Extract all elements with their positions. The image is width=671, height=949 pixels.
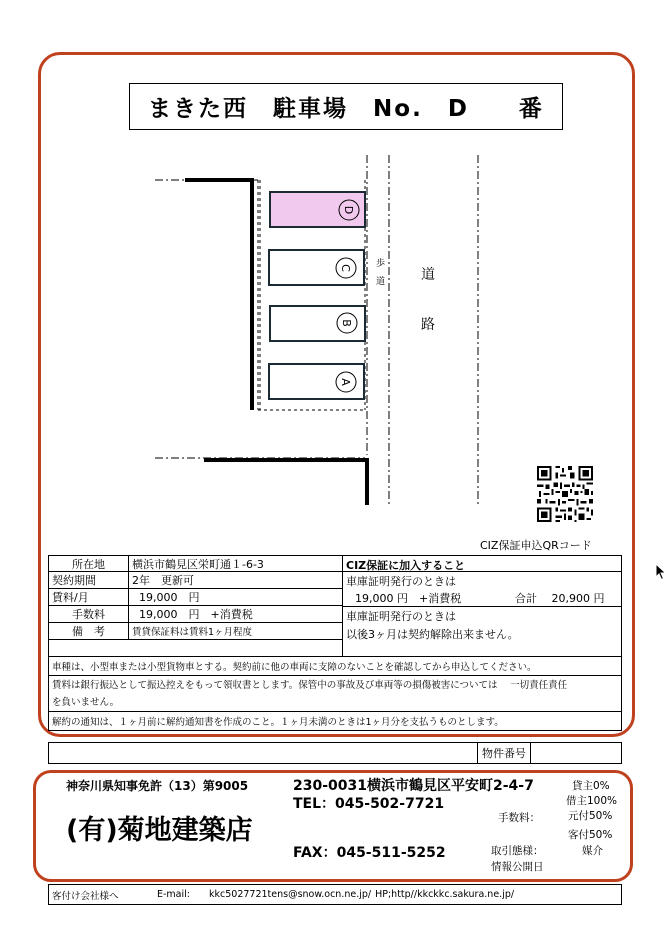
- road-label-1: 道: [421, 267, 435, 283]
- ciz-title: CIZ保証に加入すること: [343, 556, 621, 572]
- fee-a: 貸主0%: [572, 780, 610, 792]
- address-text: 230-0031横浜市鶴見区平安町2-4-7: [293, 778, 534, 794]
- notice-1: 車種は、小型車または小型貨物車とする。契約前に他の車両に支障のないことを確認してから申込してください。: [48, 656, 622, 676]
- blank-row: [48, 639, 343, 657]
- space-a-label: A: [339, 378, 352, 386]
- ciz-line2-b: 合計 20,900 円: [515, 592, 605, 605]
- ciz-line3: 車庫証明発行のときは: [346, 610, 456, 623]
- notice-3: 解約の通知は、１ヶ月前に解約通知書を作成のこと。１ヶ月未満のときは1ヶ月分を支払うものとします。: [48, 711, 622, 731]
- rent-label: 賃料/月: [48, 588, 129, 606]
- location-value: 横浜市鶴見区栄町通１-6-3: [128, 555, 343, 572]
- notice-2: [48, 675, 622, 712]
- ciz-block: [342, 555, 622, 657]
- note-value: 賃貸保証料は賃料1ヶ月程度: [128, 622, 343, 640]
- road-label-2: 路: [421, 317, 435, 333]
- sidewalk-label: 歩 道: [374, 258, 384, 285]
- published-label: 情報公開日: [491, 861, 544, 873]
- deal-value: 媒介: [582, 845, 603, 857]
- tel-text: TEL：045-502-7721: [293, 796, 445, 812]
- ciz-line1: 車庫証明発行のときは: [346, 575, 456, 588]
- deal-label: 取引態様：: [491, 845, 544, 857]
- page-title-text: まきた西 駐車場 No. D 番: [148, 96, 544, 122]
- ciz-line2-a: 19,000 円 +消費税: [355, 592, 462, 605]
- ciz-line4: 以後3ヶ月は契約解除出来ません。: [346, 628, 519, 641]
- footer-email-link[interactable]: kkc5027721tens@snow.ocn.ne.jp/: [209, 889, 372, 900]
- footer-to-label: 客付け会社様へ: [52, 890, 119, 902]
- property-row: [48, 742, 622, 764]
- fee-b: 借主100%: [566, 795, 618, 807]
- note-label: 備 考: [48, 622, 129, 640]
- fee-value: 19,000 円 +消費税: [128, 605, 343, 623]
- fax-text: FAX：045-511-5252: [293, 845, 446, 861]
- location-label: 所在地: [48, 555, 129, 572]
- space-b-label: B: [340, 319, 353, 327]
- wall-lower: [204, 460, 367, 505]
- footer-email-label: E-mail:: [157, 889, 190, 900]
- qr-caption: CIZ保証申込QRコード: [480, 539, 592, 552]
- mouse-cursor-icon: [655, 563, 667, 581]
- wall-upper: [185, 180, 252, 410]
- fee-d: 客付50%: [568, 829, 613, 841]
- company-fee-label: 手数料：: [498, 812, 540, 824]
- property-no-label: 物件番号: [477, 743, 531, 763]
- qr-code-icon[interactable]: [532, 464, 598, 524]
- term-value: 2年 更新可: [128, 571, 343, 589]
- rent-value: 19,000 円: [128, 588, 343, 606]
- fee-label: 手数料: [48, 605, 129, 623]
- term-label: 契約期間: [48, 571, 129, 589]
- notice-2-line-a: 賃料は銀行振込として振込控えをもって領収書とします。保管中の事故及び車両等の損傷被害については 一切責任責任: [52, 679, 568, 691]
- footer-hp-link[interactable]: HP;http//kkckkc.sakura.ne.jp/: [375, 889, 515, 900]
- license-text: 神奈川県知事免許（13）第9005: [66, 779, 249, 793]
- space-c-label: C: [339, 264, 352, 272]
- notice-2-line-b: を負いません。: [52, 696, 120, 708]
- space-d-label: D: [342, 205, 355, 215]
- fee-c: 元付50%: [568, 810, 613, 822]
- company-name: (有)菊地建築店: [66, 815, 253, 846]
- info-table: [48, 555, 622, 731]
- footer-row: [48, 884, 622, 905]
